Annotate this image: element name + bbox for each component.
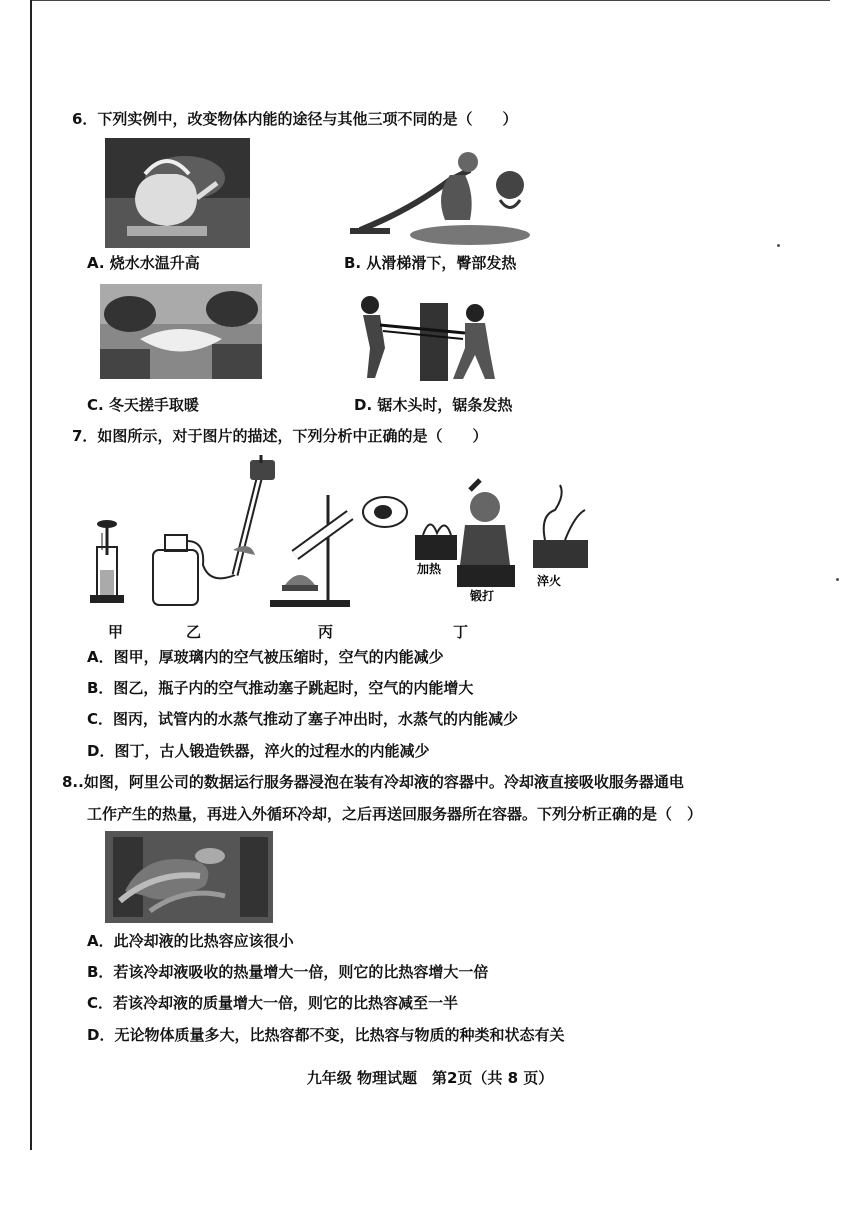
figure-label-ding: 丁	[453, 623, 469, 641]
ding-part-quench: 淬火	[537, 574, 562, 588]
q8-option-b: B．若该冷却液吸收的热量增大一倍，则它的比热容增大一倍	[87, 963, 489, 981]
faint-watermark	[230, 1092, 640, 1118]
figure-yi-bottle-pump	[153, 455, 275, 605]
q7-option-c: C．图丙，试管内的水蒸气推动了塞子冲出时，水蒸气的内能减少	[87, 710, 519, 728]
q8-option-a: A．此冷却液的比热容应该很小	[87, 932, 294, 950]
figure-label-jia: 甲	[108, 623, 124, 641]
figure-bing-test-tube	[270, 495, 407, 607]
hands-rubbing-photo	[100, 284, 262, 379]
figure-label-yi: 乙	[186, 623, 202, 641]
q6-option-d: D. 锯木头时，锯条发热	[354, 396, 513, 414]
q8-option-d: D．无论物体质量多大，比热容都不变，比热容与物质的种类和状态有关	[87, 1026, 565, 1044]
q6-option-a: A. 烧水水温升高	[87, 254, 200, 272]
scan-speck	[777, 244, 780, 247]
q7-option-d: D．图丁，古人锻造铁器，淬火的过程水的内能减少	[87, 742, 430, 760]
page-border-top	[30, 0, 830, 1]
page-footer: 九年级 物理试题 第2页（共 8 页）	[306, 1069, 554, 1087]
question-8-stem-line2: 工作产生的热量，再进入外循环冷却，之后再送回服务器所在容器。下列分析正确的是（ ）	[87, 805, 703, 823]
slide-cartoon	[350, 140, 530, 245]
scan-speck	[836, 578, 839, 581]
page-border-left	[30, 0, 32, 1150]
q7-option-b: B．图乙，瓶子内的空气推动塞子跳起时，空气的内能增大	[87, 679, 474, 697]
sawing-cartoon	[355, 293, 515, 383]
q6-option-b: B. 从滑梯滑下，臀部发热	[344, 254, 517, 272]
q6-option-c: C. 冬天搓手取暖	[87, 396, 199, 414]
q8-option-c: C．若该冷却液的质量增大一倍，则它的比热容减至一半	[87, 994, 459, 1012]
figure-jia-compression-cylinder	[90, 520, 124, 603]
server-cooling-photo	[105, 831, 273, 923]
question-6-stem: 6．下列实例中，改变物体内能的途径与其他三项不同的是（ ）	[72, 110, 518, 128]
figure-label-bing: 丙	[318, 623, 334, 641]
kettle-photo	[105, 138, 250, 248]
ding-part-forge: 锻打	[470, 589, 495, 603]
q7-option-a: A．图甲，厚玻璃内的空气被压缩时，空气的内能减少	[87, 648, 444, 666]
question-8-stem-line1: 8..如图，阿里公司的数据运行服务器浸泡在装有冷却液的容器中。冷却液直接吸收服务器通电	[62, 773, 684, 791]
question-7-stem: 7．如图所示，对于图片的描述，下列分析中正确的是（ ）	[72, 427, 488, 445]
ding-part-heat: 加热	[417, 562, 442, 576]
q7-figures	[85, 455, 625, 615]
